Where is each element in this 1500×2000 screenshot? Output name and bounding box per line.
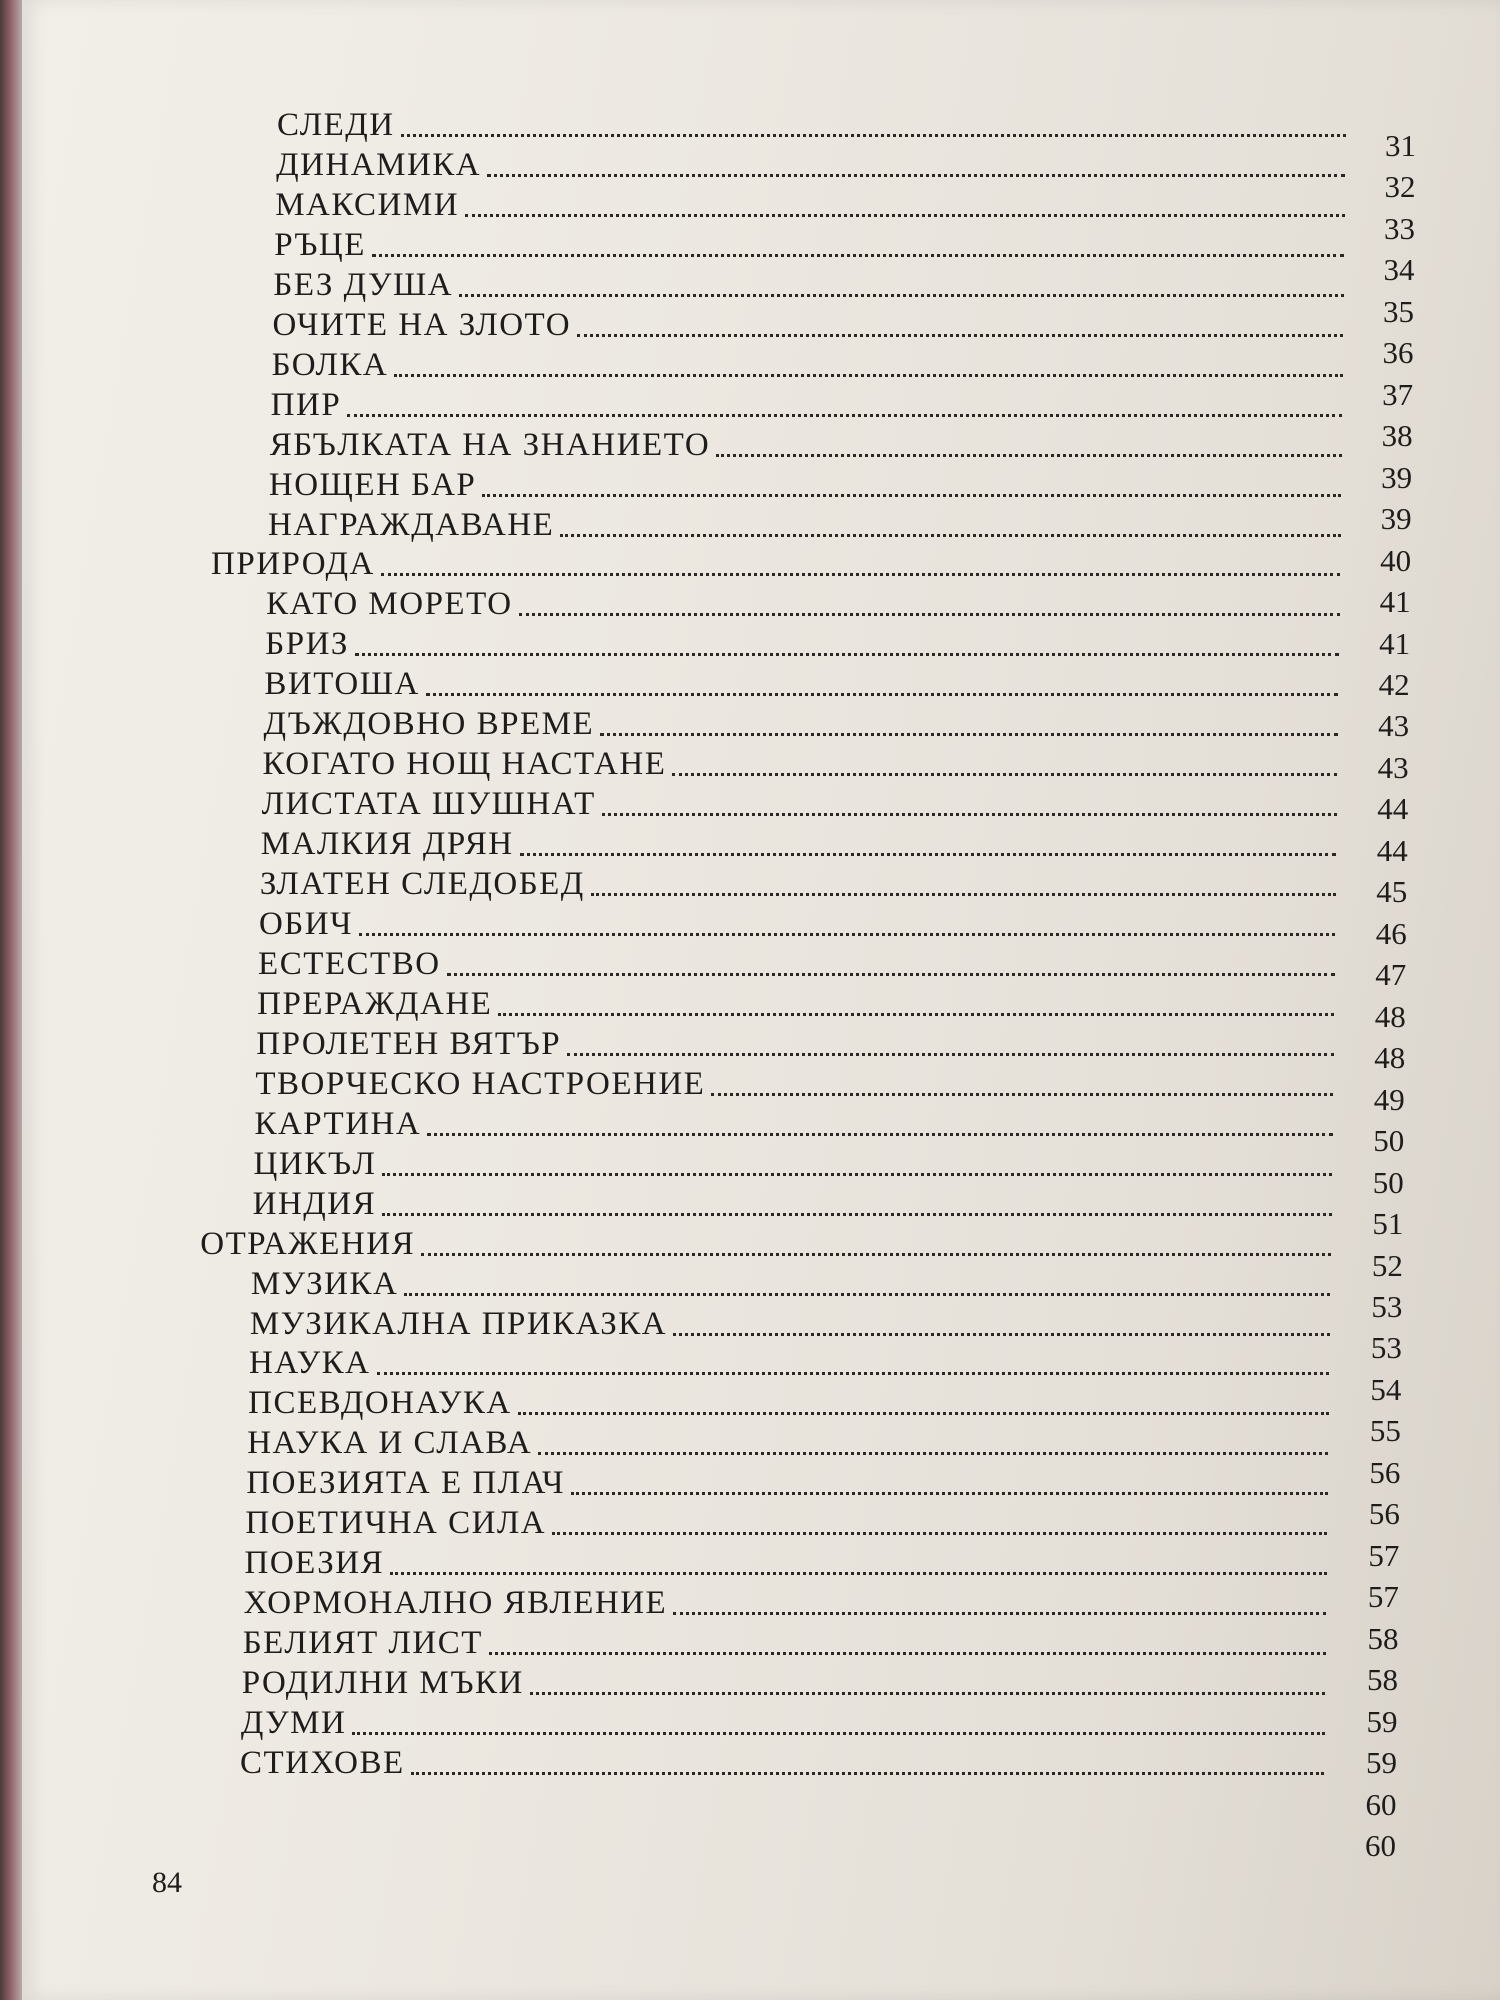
dot-leader	[381, 573, 1340, 576]
table-of-contents	[22, 0, 1500, 2000]
dot-leader	[465, 214, 1345, 217]
toc-entry	[245, 1496, 1333, 1540]
entry-title: ПРЕРАЖДАНЕ	[257, 985, 493, 1022]
dot-leader	[382, 1213, 1331, 1216]
entry-page-number: 57	[1368, 1537, 1400, 1573]
toc-entry	[262, 777, 1343, 821]
book-page	[22, 0, 1500, 2000]
dot-leader	[673, 1333, 1330, 1336]
dot-leader	[426, 693, 1339, 696]
entry-page-number: 59	[1366, 1703, 1398, 1739]
dot-leader	[600, 733, 1338, 736]
entry-title: НАУКА И СЛАВА	[247, 1425, 533, 1462]
toc-entry	[253, 1177, 1338, 1221]
entry-page-number: 58	[1367, 1620, 1399, 1656]
dot-leader	[552, 1532, 1327, 1535]
entry-page-number: 33	[1384, 210, 1416, 246]
toc-entry	[265, 617, 1345, 661]
toc-entry	[242, 1656, 1331, 1700]
entry-page-number: 44	[1376, 832, 1408, 868]
dot-leader	[394, 374, 1343, 377]
entry-page-number: 43	[1378, 708, 1410, 744]
toc-entry	[261, 817, 1343, 861]
toc-entry	[257, 977, 1340, 1021]
entry-title: НАУКА	[249, 1345, 371, 1382]
dot-leader	[591, 893, 1336, 896]
entry-page-number: 56	[1368, 1496, 1400, 1532]
toc-entry	[250, 1297, 1336, 1341]
entry-title: НАГРАЖДАВАНЕ	[267, 506, 555, 543]
toc-entry	[272, 298, 1349, 342]
entry-page-number: 53	[1370, 1330, 1402, 1366]
section-heading	[200, 1217, 1337, 1261]
toc-entry	[259, 897, 1341, 941]
dot-leader	[520, 853, 1337, 856]
toc-entry	[275, 178, 1351, 222]
toc-entry	[254, 1137, 1339, 1181]
entry-page-number: 41	[1379, 625, 1411, 661]
entry-title: ХОРМОНАЛНО ЯВЛЕНИЕ	[243, 1585, 668, 1622]
dot-leader	[577, 334, 1343, 337]
entry-page-number: 60	[1365, 1828, 1396, 1863]
dot-leader	[602, 813, 1337, 816]
toc-entry	[247, 1416, 1334, 1460]
dot-leader	[447, 973, 1335, 976]
toc-entry	[251, 1257, 1337, 1301]
entry-page-number: 49	[1373, 1081, 1405, 1117]
toc-entry	[245, 1536, 1333, 1580]
entry-title: ТВОРЧЕСКО НАСТРОЕНИЕ	[255, 1065, 706, 1102]
dot-leader	[538, 1452, 1328, 1455]
dot-leader	[401, 134, 1346, 137]
entry-page-number: 59	[1365, 1745, 1397, 1781]
section-heading	[211, 537, 1346, 581]
dot-leader	[482, 494, 1341, 497]
dot-leader	[421, 1253, 1331, 1256]
entry-page-number: 45	[1376, 874, 1408, 910]
dot-leader	[560, 534, 1340, 537]
entry-page-number: 56	[1369, 1454, 1401, 1490]
entry-title: МУЗИКА	[250, 1265, 399, 1302]
entry-page-number: 32	[1384, 169, 1416, 205]
entry-page-number: 48	[1374, 1040, 1406, 1076]
toc-entry	[272, 338, 1349, 382]
entry-title: БРИЗ	[265, 626, 349, 663]
entry-title: БОЛКА	[271, 346, 389, 383]
toc-entry	[255, 1057, 1339, 1101]
dot-leader	[567, 1053, 1334, 1056]
entry-page-number: 40	[1380, 542, 1412, 578]
dot-leader	[716, 454, 1342, 457]
entry-page-number: 60	[1365, 1786, 1397, 1822]
toc-entry	[274, 218, 1350, 262]
entry-title: МАЛКИЯ ДРЯН	[260, 826, 514, 863]
entry-page-number: 52	[1371, 1247, 1403, 1283]
entry-title: ЯБЪЛКАТА НА ЗНАНИЕТО	[269, 426, 711, 463]
dot-leader	[390, 1572, 1327, 1575]
entry-page-number: 50	[1373, 1123, 1405, 1159]
toc-entry	[249, 1336, 1335, 1380]
dot-leader	[382, 1173, 1332, 1176]
toc-entry	[266, 577, 1345, 621]
entry-title: ВИТОША	[264, 666, 420, 703]
dot-leader	[530, 1692, 1325, 1695]
toc-entry	[240, 1736, 1330, 1780]
entry-page-number: 35	[1383, 293, 1415, 329]
entry-title: МАКСИМИ	[275, 186, 460, 223]
entry-page-number: 50	[1372, 1164, 1404, 1200]
dot-leader	[487, 174, 1345, 177]
toc-entry	[254, 1097, 1338, 1141]
entry-page-number: 53	[1371, 1288, 1403, 1324]
entry-page-number: 39	[1380, 501, 1412, 537]
entry-title: КАТО МОРЕТО	[266, 586, 513, 623]
dot-leader	[459, 294, 1344, 297]
entry-page-number: 38	[1381, 418, 1413, 454]
entry-title: ПИР	[270, 386, 342, 423]
entry-title: ИНДИЯ	[252, 1185, 377, 1222]
entry-page-number: 55	[1369, 1413, 1401, 1449]
entry-title: БЕЛИЯТ ЛИСТ	[242, 1625, 483, 1662]
entry-title: ПРОЛЕТЕН ВЯТЪР	[256, 1025, 562, 1062]
dot-leader	[518, 1412, 1329, 1415]
entry-page-number: 51	[1372, 1206, 1404, 1242]
entry-title: ОЧИТЕ НА ЗЛОТО	[272, 306, 572, 343]
entry-page-number: 48	[1374, 998, 1406, 1034]
entry-title: НОЩЕН БАР	[268, 466, 477, 503]
entry-page-number: 57	[1367, 1579, 1399, 1615]
entry-title: КОГАТО НОЩ НАСТАНЕ	[262, 746, 667, 783]
dot-leader	[411, 1772, 1324, 1775]
toc-entry	[273, 258, 1349, 302]
entry-page-number: 44	[1377, 791, 1409, 827]
toc-entry	[277, 98, 1352, 142]
entry-title: ПСЕВДОНАУКА	[248, 1385, 512, 1422]
dot-leader	[427, 1133, 1332, 1136]
dot-leader	[355, 653, 1339, 656]
toc-entry	[241, 1696, 1331, 1740]
dot-leader	[347, 414, 1342, 417]
dot-leader	[519, 613, 1340, 616]
entry-page-number: 46	[1375, 915, 1407, 951]
dot-leader	[352, 1732, 1324, 1735]
dot-leader	[404, 1293, 1330, 1296]
toc-entry	[263, 697, 1343, 741]
entry-title: МУЗИКАЛНА ПРИКАЗКА	[249, 1305, 668, 1342]
entry-title: РОДИЛНИ МЪКИ	[241, 1665, 524, 1702]
dot-leader	[377, 1372, 1330, 1375]
toc-entry	[269, 458, 1347, 502]
entry-page-number: 43	[1377, 749, 1409, 785]
entry-page-number: 41	[1379, 584, 1411, 620]
toc-entry	[248, 1376, 1335, 1420]
entry-title: ОБИЧ	[258, 906, 353, 943]
entry-title: ЕСТЕСТВО	[258, 945, 441, 982]
toc-entry	[264, 657, 1344, 701]
toc-entry	[258, 937, 1341, 981]
entry-page-number: 54	[1370, 1371, 1402, 1407]
entry-page-number: 58	[1366, 1662, 1398, 1698]
dot-leader	[372, 254, 1344, 257]
entry-title: БЕЗ ДУША	[273, 266, 454, 303]
entry-page-number: 36	[1382, 335, 1414, 371]
toc-entry	[256, 1017, 1339, 1061]
toc-entry	[246, 1456, 1333, 1500]
entry-page-number: 34	[1383, 252, 1415, 288]
toc-entry	[263, 737, 1344, 781]
dot-leader	[489, 1652, 1326, 1655]
entry-title: ЦИКЪЛ	[253, 1145, 377, 1182]
entry-page-number: 47	[1375, 957, 1407, 993]
section-title: ОТРАЖЕНИЯ	[200, 1225, 416, 1262]
entry-title: ДИНАМИКА	[276, 146, 482, 183]
toc-entry	[260, 857, 1342, 901]
entry-page-number: 37	[1382, 376, 1414, 412]
toc-entry	[271, 378, 1349, 422]
entry-page-number: 39	[1381, 459, 1413, 495]
entry-title: ПОЕТИЧНА СИЛА	[245, 1505, 547, 1542]
dot-leader	[359, 933, 1335, 936]
toc-entry	[243, 1616, 1332, 1660]
entry-title: ЗЛАТЕН СЛЕДОБЕД	[259, 866, 585, 903]
entry-title: ДЪЖДОВНО ВРЕМЕ	[263, 706, 595, 743]
entry-title: СТИХОВЕ	[240, 1745, 405, 1781]
dot-leader	[711, 1093, 1333, 1096]
entry-title: СЛЕДИ	[277, 107, 395, 143]
toc-entry	[276, 138, 1351, 182]
toc-entry	[268, 498, 1347, 542]
toc-entry	[244, 1576, 1333, 1620]
dot-leader	[498, 1013, 1334, 1016]
entry-page-number: 31	[1385, 128, 1416, 163]
entry-title: ПОЕЗИЯ	[244, 1545, 385, 1582]
entry-title: ЛИСТАТА ШУШНАТ	[261, 786, 596, 823]
entry-title: ДУМИ	[240, 1705, 347, 1742]
dot-leader	[672, 773, 1337, 776]
entry-title: ПОЕЗИЯТА Е ПЛАЧ	[246, 1465, 565, 1502]
entry-title: РЪЦЕ	[274, 226, 366, 263]
page-number: 84	[152, 1866, 182, 1899]
dot-leader	[673, 1612, 1326, 1615]
toc-entry	[270, 418, 1348, 462]
entry-title: КАРТИНА	[254, 1105, 422, 1142]
dot-leader	[571, 1492, 1328, 1495]
section-title: ПРИРОДА	[211, 546, 375, 583]
entry-page-number: 42	[1378, 667, 1410, 703]
